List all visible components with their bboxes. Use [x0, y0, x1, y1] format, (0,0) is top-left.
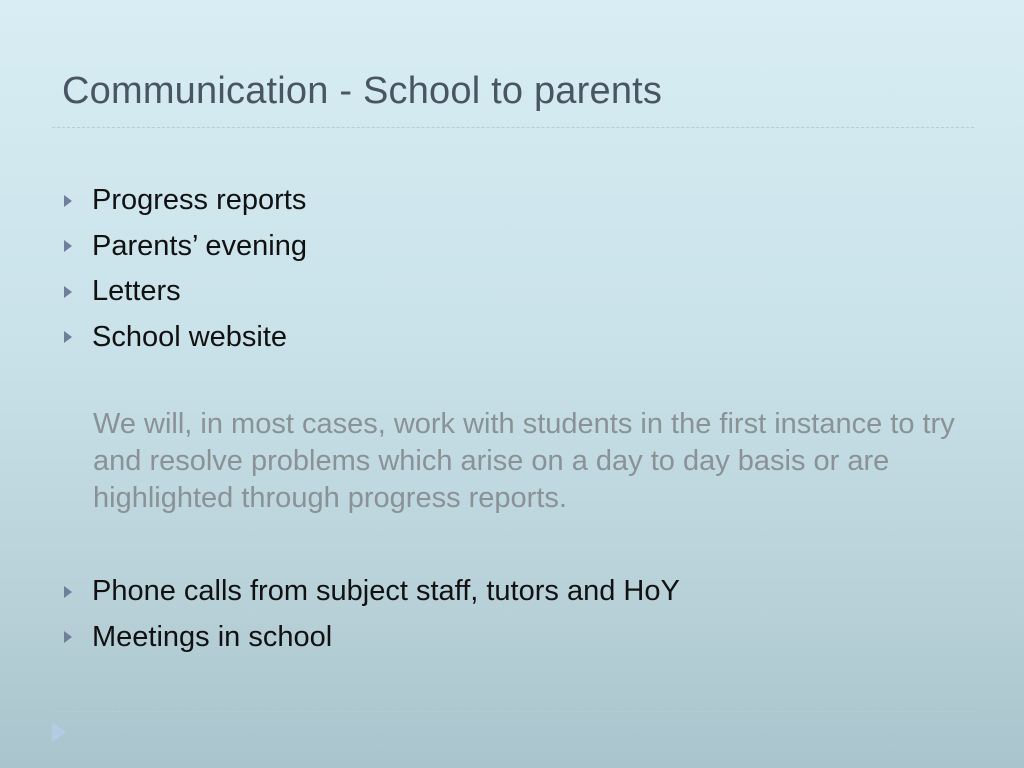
title-divider — [52, 127, 974, 128]
bullet-list-bottom — [62, 569, 680, 660]
bullet-list-top — [62, 178, 307, 360]
bullet-text: Parents’ evening — [92, 229, 307, 262]
bullet-text: Phone calls from subject staff, tutors and HoY — [92, 575, 680, 608]
triangle-bullet-icon — [64, 286, 72, 298]
footer-divider — [52, 711, 974, 712]
triangle-bullet-icon — [64, 331, 72, 343]
list-item — [62, 569, 680, 615]
triangle-bullet-icon — [64, 631, 72, 643]
list-item — [62, 269, 307, 315]
list-item — [62, 224, 307, 270]
bullet-text: Letters — [92, 275, 181, 308]
bullet-text: Progress reports — [92, 184, 307, 217]
corner-arrow-icon — [52, 722, 66, 742]
list-item — [62, 615, 680, 661]
bullet-text: School website — [92, 320, 288, 353]
list-item — [62, 315, 307, 361]
triangle-bullet-icon — [64, 195, 72, 207]
bullet-text: Meetings in school — [92, 620, 333, 653]
triangle-bullet-icon — [64, 586, 72, 598]
slide-title: Communication - School to parents — [62, 70, 663, 112]
note-paragraph: We will, in most cases, work with students in the first instance to try and resolve problems which arise on a day to day basis or are highlighted through progress reports. — [93, 408, 955, 514]
list-item — [62, 178, 307, 224]
triangle-bullet-icon — [64, 240, 72, 252]
